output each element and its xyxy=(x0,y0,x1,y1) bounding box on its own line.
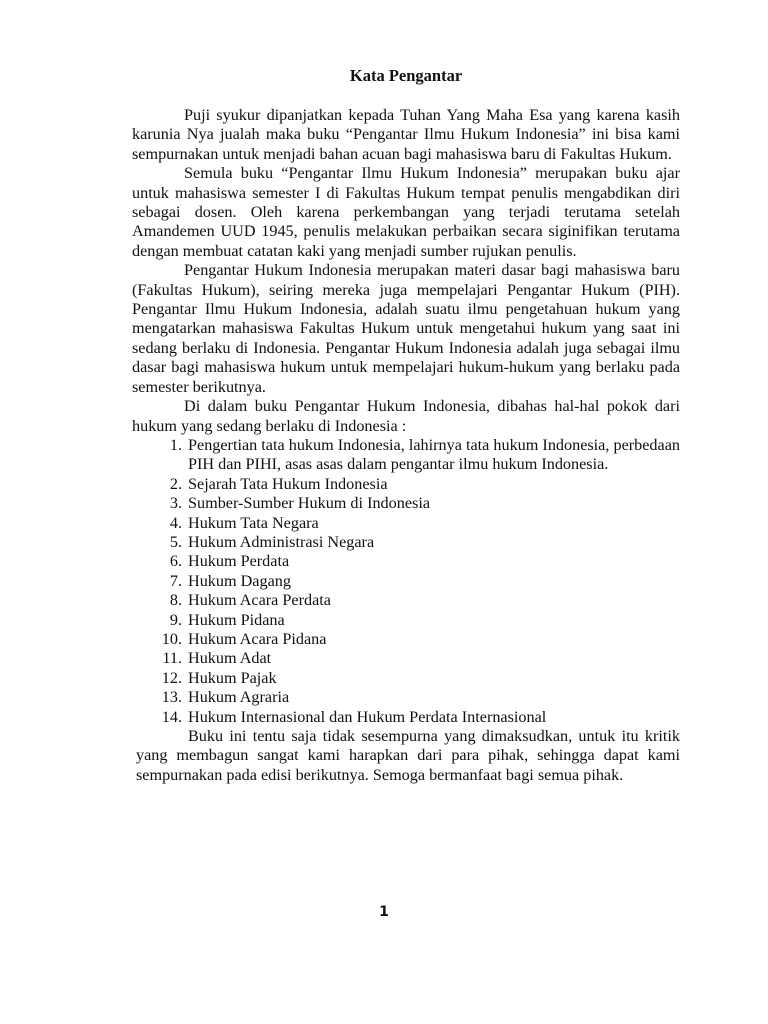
list-item xyxy=(132,475,680,494)
list-item-number: 11. xyxy=(162,649,182,668)
list-item-text: Hukum Dagang xyxy=(188,571,291,590)
list-item-text: Hukum Administrasi Negara xyxy=(188,532,375,551)
list-item xyxy=(132,649,680,668)
list-item-text: Hukum Pidana xyxy=(188,610,285,629)
list-item-text: Hukum Acara Pidana xyxy=(188,629,327,648)
list-item-text: Pengertian tata hukum Indonesia, lahirnya tata hukum Indonesia, perbedaan PIH dan PIHI, asas asas dalam pengantar ilmu hukum Indonesia. xyxy=(188,435,680,474)
list-item xyxy=(132,552,680,571)
list-item xyxy=(132,669,680,688)
paragraph-history: Semula buku “Pengantar Ilmu Hukum Indonesia” merupakan buku ajar untuk mahasiswa semester I di Fakultas Hukum tempat penulis mengabdikan diri sebagai dosen. Oleh karena perkembangan yang terjadi terutama setelah Amandemen UUD 1945, penulis melakukan perbaikan secara siginifikan terutama dengan membuat catatan kaki yang menjadi sumber rujukan penulis. xyxy=(132,164,680,260)
list-item-number: 7. xyxy=(169,571,182,590)
list-item-number: 10. xyxy=(161,629,182,648)
list-item-text: Hukum Adat xyxy=(188,649,272,668)
list-item-number: 4. xyxy=(169,513,182,532)
list-item-text: Hukum Internasional dan Hukum Perdata Internasional xyxy=(188,707,547,726)
list-item xyxy=(132,533,680,552)
list-item xyxy=(132,611,680,630)
list-item xyxy=(132,572,680,591)
list-item-text: Hukum Tata Negara xyxy=(188,513,319,532)
document-page xyxy=(132,66,680,785)
paragraph-closing: Buku ini tentu saja tidak sesempurna yang dimaksudkan, untuk itu kritik yang membagun sangat kami harapkan dari para pihak, sehingga dapat kami sempurnakan pada edisi berikutnya. Semoga bermanfaat bagi semua pihak. xyxy=(136,727,680,784)
list-item-number: 5. xyxy=(169,532,182,551)
page-number: 1 xyxy=(379,904,389,920)
paragraph-description: Pengantar Hukum Indonesia merupakan materi dasar bagi mahasiswa baru (Fakultas Hukum), seiring mereka juga mempelajari Pengantar Hukum (PIH). Pengantar Ilmu Hukum Indonesia, adalah suatu ilmu pengetahuan hukum yang mengatarkan mahasiswa Fakultas Hukum untuk mengetahui hukum yang saat ini sedang berlaku di Indonesia. Pengantar Hukum Indonesia adalah juga sebagai ilmu dasar bagi mahasiswa hukum untuk mempelajari hukum-hukum yang berlaku pada semester berikutnya. xyxy=(132,261,680,396)
list-item-number: 9. xyxy=(169,610,182,629)
list-item-number: 6. xyxy=(169,552,182,571)
list-item-text: Sumber-Sumber Hukum di Indonesia xyxy=(188,494,431,513)
list-item-text: Hukum Acara Perdata xyxy=(188,591,331,610)
paragraph-list-intro: Di dalam buku Pengantar Hukum Indonesia, dibahas hal-hal pokok dari hukum yang sedang berlaku di Indonesia : xyxy=(132,397,680,435)
list-item xyxy=(132,708,680,727)
list-item xyxy=(132,591,680,610)
list-item-number: 1. xyxy=(169,435,182,454)
topic-list xyxy=(132,436,680,727)
list-item xyxy=(132,494,680,513)
list-item-number: 3. xyxy=(169,494,182,513)
list-item xyxy=(132,514,680,533)
list-item-text: Hukum Agraria xyxy=(188,688,290,707)
list-item-text: Hukum Perdata xyxy=(188,552,290,571)
list-item-number: 13. xyxy=(161,688,182,707)
list-item xyxy=(132,688,680,707)
list-item-text: Sejarah Tata Hukum Indonesia xyxy=(188,474,388,493)
list-item xyxy=(132,436,680,475)
list-item-text: Hukum Pajak xyxy=(188,668,277,687)
list-item-number: 8. xyxy=(169,591,182,610)
list-item-number: 12. xyxy=(161,668,182,687)
list-item xyxy=(132,630,680,649)
paragraph-intro: Puji syukur dipanjatkan kepada Tuhan Yang Maha Esa yang karena kasih karunia Nya jualah maka buku “Pengantar Ilmu Hukum Indonesia” ini bisa kami sempurnakan untuk menjadi bahan acuan bagi mahasiswa baru di Fakultas Hukum. xyxy=(132,106,680,163)
list-item-number: 14. xyxy=(161,707,182,726)
page-title: Kata Pengantar xyxy=(349,66,463,85)
list-item-number: 2. xyxy=(169,474,182,493)
